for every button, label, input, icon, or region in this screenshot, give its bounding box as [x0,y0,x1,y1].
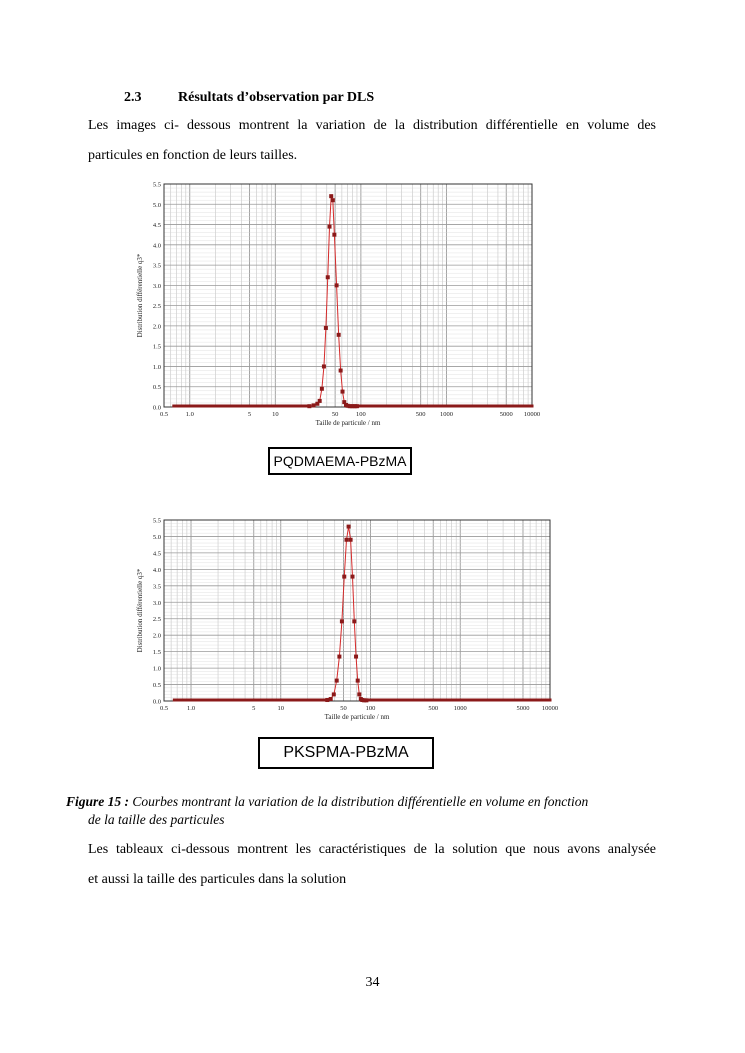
baseline-marker [229,699,232,702]
baseline-marker [193,699,196,702]
y-axis-label: Distribution différentielle q3* [136,568,144,653]
section-heading [124,90,374,106]
baseline-marker [199,699,202,702]
baseline-marker [368,699,371,702]
data-point [312,403,316,407]
outro-paragraph [88,835,656,895]
x-tick-label: 5000 [516,705,530,712]
x-tick-label: 1.0 [186,705,196,712]
y-tick-label: 3.0 [152,282,161,290]
data-point [329,194,333,198]
baseline-marker [217,699,220,702]
intro-line-1: Les images ci- dessous montrent la variation de la distribution différentielle en volume des [88,118,656,133]
baseline-marker [394,699,397,702]
baseline-marker [433,699,436,702]
baseline-marker [312,699,315,702]
baseline-marker [289,699,292,702]
baseline-marker [276,699,279,702]
baseline-marker [322,699,325,702]
outro-line-1: Les tableaux ci-dessous montrent les caractéristiques de la solution que nous avons analysée [88,842,656,857]
y-tick-label: 1.0 [152,665,161,673]
figure-caption-line-1: Courbes montrant la variation de la distribution différentielle en volume en fonction [132,794,589,809]
data-point [332,692,336,696]
baseline-marker [502,699,505,702]
baseline-marker [528,699,531,702]
baseline-marker [286,699,289,702]
baseline-marker [536,699,539,702]
baseline-marker [512,699,515,702]
data-point [318,399,322,403]
baseline-marker [500,699,503,702]
data-point [364,698,368,702]
y-tick-label: 0.0 [152,404,161,412]
baseline-marker [237,699,240,702]
baseline-marker [235,699,238,702]
data-point [349,538,353,542]
x-tick-label: 10000 [523,411,541,418]
x-tick-label: 1000 [453,705,467,712]
baseline-marker [479,699,482,702]
data-point [352,619,356,623]
dls-chart-pkspma [134,512,564,728]
baseline-marker [505,699,508,702]
baseline-marker [412,699,415,702]
baseline-marker [227,699,230,702]
y-tick-label: 2.5 [152,303,161,311]
baseline-marker [464,699,467,702]
data-point [328,225,332,229]
intro-paragraph [88,111,656,171]
baseline-marker [219,699,222,702]
x-tick-label: 5000 [499,411,513,418]
baseline-marker [271,699,274,702]
baseline-marker [510,699,513,702]
baseline-marker [214,699,217,702]
baseline-marker [245,699,248,702]
data-point [332,233,336,237]
dls-chart-pqdmaema [134,176,546,440]
baseline-marker [175,699,178,702]
data-point [347,525,351,529]
baseline-marker [281,699,284,702]
baseline-marker [492,699,495,702]
baseline-marker [291,699,294,702]
baseline-marker [538,699,541,702]
data-point [354,655,358,659]
y-tick-label: 5.5 [152,517,161,525]
baseline-marker [487,699,490,702]
baseline-marker [299,699,302,702]
baseline-marker [435,699,438,702]
data-point [329,697,333,701]
y-tick-label: 3.5 [152,583,161,591]
baseline-marker [518,699,521,702]
baseline-marker [191,699,194,702]
baseline-marker [440,699,443,702]
baseline-marker [371,699,374,702]
x-tick-label: 50 [340,705,347,712]
baseline-marker [386,699,389,702]
data-point [350,575,354,579]
baseline-marker [381,699,384,702]
baseline-marker [458,699,461,702]
baseline-marker [314,699,317,702]
y-tick-label: 0.0 [152,698,161,706]
intro-line-2: particules en fonction de leurs tailles. [88,148,298,163]
x-tick-label: 100 [365,705,376,712]
y-tick-label: 2.0 [152,632,161,640]
baseline-marker [379,699,382,702]
baseline-marker [422,699,425,702]
y-tick-label: 1.5 [152,649,161,657]
baseline-marker [317,699,320,702]
baseline-marker [260,699,263,702]
baseline-marker [376,699,379,702]
y-tick-label: 2.5 [152,616,161,624]
baseline-marker [417,699,420,702]
data-point [324,326,328,330]
section-title: Résultats d’observation par DLS [178,90,375,105]
data-point [337,333,341,337]
data-point [341,390,345,394]
data-point [355,404,359,408]
y-tick-label: 4.5 [152,550,161,558]
baseline-marker [186,699,189,702]
y-tick-label: 5.0 [152,533,161,541]
baseline-marker [494,699,497,702]
data-point [337,655,341,659]
y-tick-label: 3.0 [152,599,161,607]
baseline-marker [206,699,209,702]
page-number: 34 [365,975,380,990]
baseline-marker [507,699,510,702]
baseline-marker [474,699,477,702]
x-axis-label: Taille de particule / nm [315,419,381,427]
baseline-marker [283,699,286,702]
baseline-marker [543,699,546,702]
baseline-marker [428,699,431,702]
baseline-marker [407,699,410,702]
baseline-marker [240,699,243,702]
x-tick-label: 5 [252,705,256,712]
baseline-marker [255,699,258,702]
figure-caption [66,793,666,829]
baseline-marker [515,699,518,702]
figure-caption-label: Figure 15 : [66,794,130,809]
x-tick-label: 50 [331,411,339,418]
x-tick-label: 1000 [439,411,453,418]
baseline-marker [201,699,204,702]
baseline-marker [183,699,186,702]
y-tick-label: 4.5 [152,222,161,230]
plot-area [164,184,532,407]
baseline-marker [546,699,549,702]
baseline-marker [523,699,526,702]
x-tick-label: 10000 [541,705,559,712]
chart-label-pqdmaema: PQDMAEMA-PBzMA [268,447,412,475]
data-point [326,275,330,279]
baseline-marker [520,699,523,702]
chart-label-pkspma: PKSPMA-PBzMA [258,737,434,769]
baseline-marker [273,699,276,702]
x-tick-label: 500 [415,411,426,418]
data-point [335,283,339,287]
baseline-marker [451,699,454,702]
figure-caption-line-2: de la taille des particules [88,812,225,827]
baseline-marker [469,699,472,702]
baseline-marker [461,699,464,702]
data-point [344,538,348,542]
data-point [339,369,343,373]
baseline-marker [204,699,207,702]
baseline-marker [384,699,387,702]
x-axis-label: Taille de particule / nm [324,713,390,721]
baseline-marker [294,699,297,702]
x-tick-label: 10 [272,411,279,418]
y-axis-label: Distribution différentielle q3* [136,253,144,338]
section-number: 2.3 [124,90,142,105]
baseline-marker [258,699,261,702]
baseline-marker [448,699,451,702]
baseline-marker [173,699,176,702]
baseline-marker [466,699,469,702]
baseline-marker [265,699,268,702]
y-tick-label: 0.5 [152,682,161,690]
baseline-marker [425,699,428,702]
baseline-marker [489,699,492,702]
x-tick-label: 1.0 [185,411,194,418]
baseline-marker [446,699,449,702]
x-tick-label: 5 [247,411,252,418]
y-tick-label: 4.0 [152,566,161,574]
baseline-marker [209,699,212,702]
baseline-marker [549,699,552,702]
x-tick-label: 10 [277,705,285,712]
baseline-marker [304,699,307,702]
y-tick-label: 3.5 [152,262,161,270]
baseline-marker [211,699,214,702]
baseline-marker [525,699,528,702]
y-tick-label: 4.0 [152,242,161,250]
baseline-marker [309,699,312,702]
baseline-marker [296,699,299,702]
baseline-marker [178,699,181,702]
baseline-marker [471,699,474,702]
y-tick-label: 5.5 [152,181,161,189]
x-tick-label: 100 [356,411,366,418]
baseline-marker [397,699,400,702]
baseline-marker [319,699,322,702]
baseline-marker [268,699,271,702]
data-point [320,387,324,391]
baseline-marker [482,699,485,702]
baseline-marker [402,699,405,702]
data-point [322,364,326,368]
baseline-marker [188,699,191,702]
baseline-marker [541,699,544,702]
baseline-marker [222,699,225,702]
y-tick-label: 5.0 [152,201,161,209]
baseline-marker [263,699,266,702]
baseline-marker [250,699,253,702]
y-tick-label: 2.0 [152,323,161,331]
baseline-marker [181,699,184,702]
baseline-marker [415,699,418,702]
baseline-marker [392,699,395,702]
baseline-marker [410,699,413,702]
baseline-marker [420,699,423,702]
y-tick-label: 1.5 [152,343,161,351]
baseline-marker [224,699,227,702]
data-point [357,692,361,696]
baseline-marker [278,699,281,702]
data-point [335,679,339,683]
baseline-marker [476,699,479,702]
baseline-marker [301,699,304,702]
data-point [356,679,360,683]
data-point [340,619,344,623]
x-tick-label: 0.5 [159,411,169,418]
baseline-marker [497,699,500,702]
baseline-marker [196,699,199,702]
baseline-marker [404,699,407,702]
baseline-marker [242,699,245,702]
baseline-marker [443,699,446,702]
x-tick-label: 0.5 [159,705,169,712]
data-point [307,404,311,408]
data-point [331,198,335,202]
baseline-marker [307,699,310,702]
baseline-marker [232,699,235,702]
baseline-marker [247,699,250,702]
baseline-marker [530,699,533,702]
baseline-marker [456,699,459,702]
baseline-marker [438,699,441,702]
y-tick-label: 0.5 [152,384,161,392]
baseline-marker [374,699,377,702]
baseline-marker [531,405,534,408]
x-tick-label: 500 [428,705,439,712]
baseline-marker [399,699,402,702]
baseline-marker [389,699,392,702]
data-point [342,575,346,579]
outro-line-2: et aussi la taille des particules dans la solution [88,872,347,887]
baseline-marker [430,699,433,702]
baseline-marker [533,699,536,702]
baseline-marker [484,699,487,702]
baseline-marker [453,699,456,702]
baseline-marker [253,699,256,702]
y-tick-label: 1.0 [152,363,161,371]
